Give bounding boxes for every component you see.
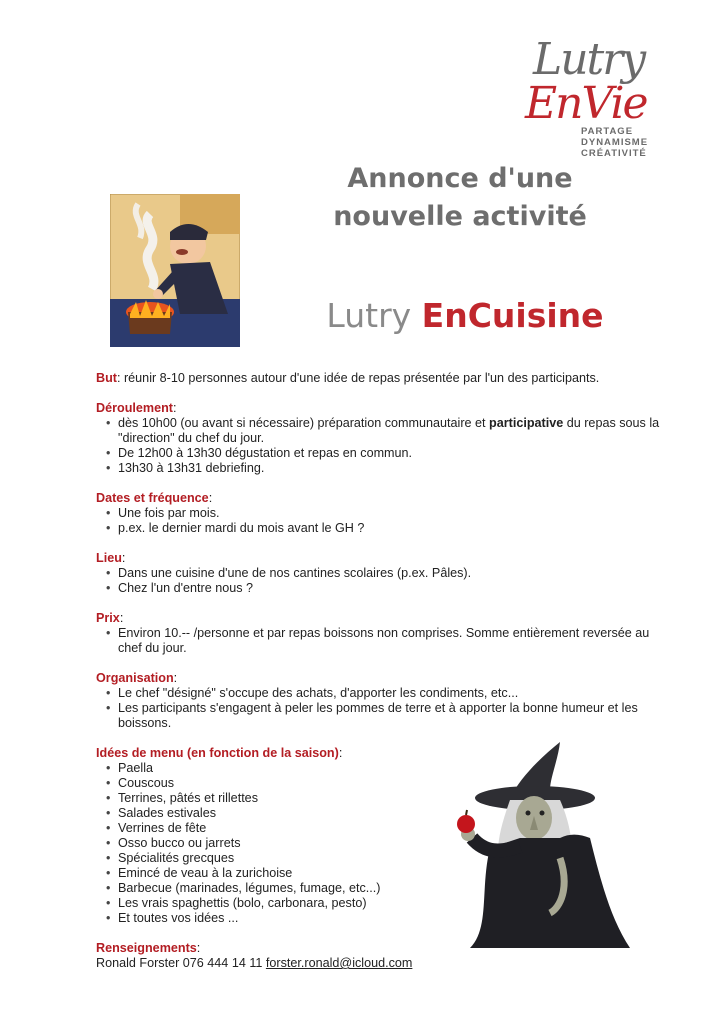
logo-tag-dynamisme: DYNAMISME	[581, 137, 649, 148]
logo-envie-text: EnVie	[525, 78, 647, 129]
section-lieu: Lieu: • Dans une cuisine d'une de nos cantines scolaires (p.ex. Pâles). • Chez l'un d'entre nous ?	[96, 551, 676, 596]
menu-label: Idées de menu (en fonction de la saison)	[96, 746, 339, 760]
list-item: • 13h30 à 13h31 debriefing.	[96, 461, 676, 476]
contact-email-link[interactable]: forster.ronald@icloud.com	[265, 956, 413, 970]
list-item: • Emincé de veau à la zurichoise	[96, 866, 426, 881]
list-item: • Et toutes vos idées ...	[96, 911, 426, 926]
deroulement-label: Déroulement	[96, 401, 173, 415]
logo-lutry-text: Lutry	[533, 34, 645, 85]
title-lutry: Lutry	[326, 296, 422, 335]
list-item	[96, 416, 676, 446]
activity-title	[300, 296, 630, 335]
list-item: • Paella	[96, 761, 426, 776]
list-item: • Les participants s'engagent à peler les pommes de terre et à apporter la bonne humeur et les boissons.	[96, 701, 676, 731]
but-label: But	[96, 371, 117, 385]
dates-label: Dates et fréquence	[96, 491, 209, 505]
list-item: • Le chef "désigné" s'occupe des achats, d'apporter les condiments, etc...	[96, 686, 676, 701]
list-item: • Environ 10.-- /personne et par repas boissons non comprises. Somme entièrement reversée au chef du jour.	[96, 626, 676, 656]
deroulement-item1-post: du repas sous la "direction" du chef du jour.	[118, 416, 660, 445]
list-item: • De 12h00 à 13h30 dégustation et repas en commun.	[96, 446, 676, 461]
list-item: • Les vrais spaghettis (bolo, carbonara, pesto)	[96, 896, 426, 911]
list-item: • Barbecue (marinades, légumes, fumage, etc...)	[96, 881, 426, 896]
announcement-body	[96, 371, 676, 986]
heading-line-1: Annonce d'une	[347, 163, 573, 194]
list-item: • Salades estivales	[96, 806, 426, 821]
section-contact: Renseignements: Ronald Forster 076 444 14 11 forster.ronald@icloud.com	[96, 941, 413, 970]
section-prix: Prix: • Environ 10.-- /personne et par repas boissons non comprises. Somme entièrement reversée au chef du jour.	[96, 611, 676, 656]
prix-label: Prix	[96, 611, 120, 625]
cartoon-chef-image	[110, 194, 240, 347]
list-item: • Verrines de fête	[96, 821, 426, 836]
logo-tag-partage: PARTAGE	[581, 126, 634, 137]
list-item: • Terrines, pâtés et rillettes	[96, 791, 426, 806]
title-encuisine: EnCuisine	[421, 296, 604, 335]
list-item: • Dans une cuisine d'une de nos cantines scolaires (p.ex. Pâles).	[96, 566, 676, 581]
list-item: • Osso bucco ou jarrets	[96, 836, 426, 851]
section-deroulement: Déroulement: • dès 10h00 (ou avant si nécessaire) préparation communautaire et participative du repas sous la "direction" du chef du jour. • De 12h00 à 13h30 dégustation et repas en commun. • 13h30 à 13h31 debriefing.	[96, 401, 676, 476]
heading-line-2: nouvelle activité	[333, 201, 587, 232]
lieu-label: Lieu	[96, 551, 122, 565]
lutry-envie-logo	[515, 30, 665, 160]
announcement-heading	[300, 160, 620, 236]
deroulement-item1-pre: dès 10h00 (ou avant si nécessaire) préparation communautaire et	[118, 416, 490, 430]
section-dates: Dates et fréquence: • Une fois par mois. • p.ex. le dernier mardi du mois avant le GH ?	[96, 491, 676, 536]
contact-label: Renseignements	[96, 941, 197, 955]
list-item: • Chez l'un d'entre nous ?	[96, 581, 676, 596]
but-text: : réunir 8-10 personnes autour d'une idée de repas présentée par l'un des participants.	[116, 371, 600, 385]
organisation-label: Organisation	[96, 671, 174, 685]
section-organisation: Organisation: • Le chef "désigné" s'occupe des achats, d'apporter les condiments, etc... • Les participants s'engagent à peler les pommes de terre et à apporter la bonne humeur et les boissons.	[96, 671, 676, 731]
list-item: • Spécialités grecques	[96, 851, 426, 866]
list-item: • p.ex. le dernier mardi du mois avant le GH ?	[96, 521, 676, 536]
list-item: • Couscous	[96, 776, 426, 791]
deroulement-item1-bold: participative	[489, 416, 564, 430]
list-item: • Une fois par mois.	[96, 506, 676, 521]
contact-name-phone: Ronald Forster 076 444 14 11	[96, 956, 266, 970]
section-menu: Idées de menu (en fonction de la saison): • Paella • Couscous • Terrines, pâtés et rillettes • Salades estivales • Verrines de fête • Osso bucco ou jarrets • Spécialités grecques • Emincé de veau à la zurichoise • Barbecue (marinades, légumes, fumage, etc...) • Les vrais spaghettis (bolo, carbonara, pesto) • Et toutes vos idées ...	[96, 746, 676, 926]
logo-tag-creativite: CRÉATIVITÉ	[581, 148, 647, 159]
section-but	[96, 371, 676, 386]
